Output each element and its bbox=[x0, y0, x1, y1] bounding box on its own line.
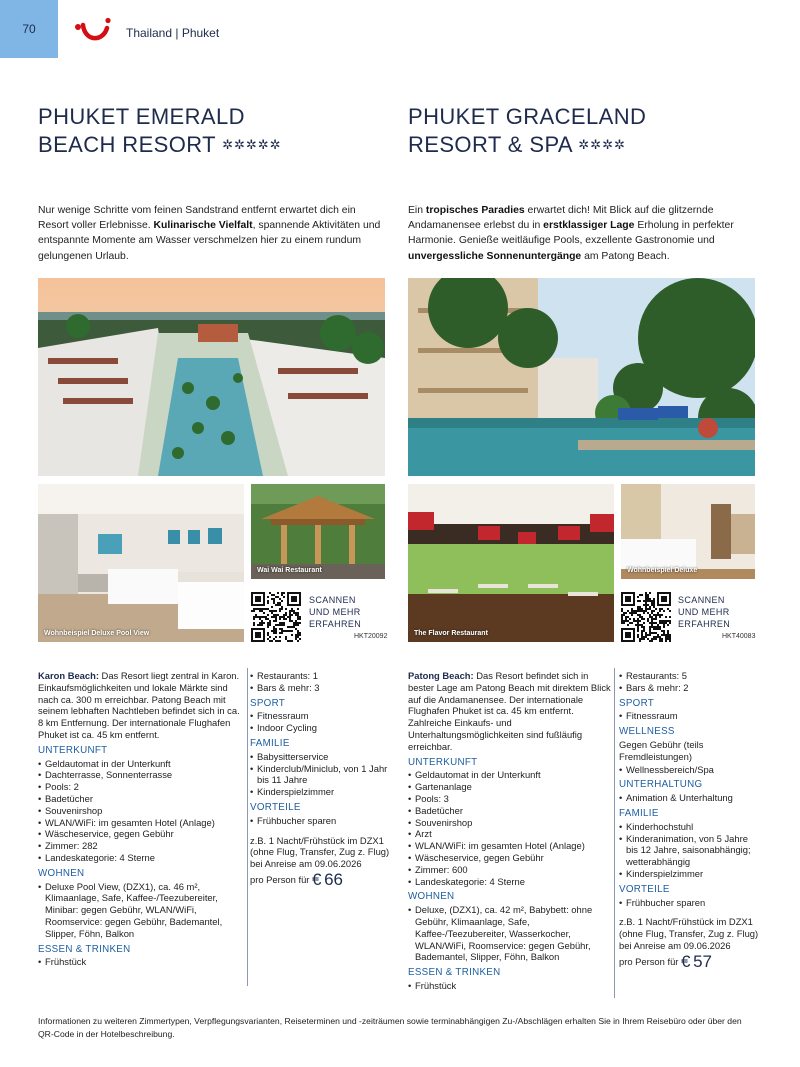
list-item: • Babysitterservice bbox=[250, 751, 390, 763]
hotel-title-line2: BEACH RESORT bbox=[38, 132, 216, 157]
price-prefix: pro Person für bbox=[619, 955, 679, 967]
list-item: • Deluxe Pool View, (DZX1), ca. 46 m², Klimaanlage, Safe, Kaffee-/Teezubereiter, Minibar: gegen Gebühr, WLAN/WiFi, Roomservice: gegen Gebühr, Bademantel, Slipper, Föhn, Balkon bbox=[38, 881, 243, 940]
list-item: • Souvenirshop bbox=[38, 805, 243, 817]
column-divider bbox=[247, 668, 248, 986]
list-item: • Kinderanimation, von 5 Jahre bis 12 Jahre, saisonabhängig; wetterabhängig bbox=[619, 833, 759, 868]
photo-caption: The Flavor Restaurant bbox=[414, 630, 488, 637]
family-list bbox=[250, 751, 390, 798]
list-item: • Fitnessraum bbox=[250, 710, 390, 722]
dining-list bbox=[38, 956, 243, 968]
section-heading: WOHNEN bbox=[38, 867, 85, 879]
restaurants-list bbox=[619, 670, 759, 694]
list-item: • Badetücher bbox=[408, 805, 611, 817]
restaurant-interior-photo bbox=[408, 484, 614, 642]
restaurant-photo bbox=[251, 484, 385, 579]
wellness-list bbox=[619, 764, 759, 776]
benefits-list bbox=[619, 897, 759, 909]
rooms-list bbox=[38, 881, 243, 940]
price-note: z.B. 1 Nacht/Frühstück im DZX1 (ohne Flug, Transfer, Zug z. Flug) bei Anreise am 09.06.2026 bbox=[250, 834, 390, 870]
list-item: • Geldautomat in der Unterkunft bbox=[38, 758, 243, 770]
section-heading: FAMILIE bbox=[250, 737, 290, 749]
list-item: • Indoor Cycling bbox=[250, 722, 390, 734]
wellness-note: Gegen Gebühr (teils Fremdleistungen) bbox=[619, 738, 704, 762]
price bbox=[619, 951, 759, 971]
hotel-code: HKT40083 bbox=[722, 633, 756, 640]
family-list bbox=[619, 821, 759, 880]
hotel-title bbox=[38, 103, 282, 159]
amenities-list bbox=[408, 769, 611, 887]
list-item: • Badetücher bbox=[38, 793, 243, 805]
list-item: • Kinderhochstuhl bbox=[619, 821, 759, 833]
page-number: 70 bbox=[0, 0, 58, 58]
resort-aerial-photo bbox=[38, 278, 385, 476]
section-heading: VORTEILE bbox=[619, 883, 670, 895]
scan-label-line: SCANNEN bbox=[678, 595, 725, 605]
restaurant-image bbox=[251, 484, 385, 579]
hotel-details-left bbox=[408, 670, 611, 992]
price-currency: € bbox=[681, 951, 691, 971]
intro-text: Erholung in perfekter Harmonie. Genieße weitläufige Pools, exzellente Gastronomie und bbox=[408, 220, 734, 247]
list-item: • Frühbucher sparen bbox=[250, 815, 390, 827]
list-item: • Pools: 2 bbox=[38, 781, 243, 793]
hotel-title-line1: PHUKET GRACELAND bbox=[408, 104, 647, 129]
star-rating: ✲✲✲✲ bbox=[578, 137, 626, 152]
section-heading: FAMILIE bbox=[619, 807, 659, 819]
list-item: • Dachterrasse, Sonnenterrasse bbox=[38, 769, 243, 781]
intro-text: erwartet dich! Mit Blick auf die glitzernde Andamanensee erlebst du in bbox=[408, 205, 714, 232]
scan-label-line: UND MEHR bbox=[678, 607, 730, 617]
list-item: • Fitnessraum bbox=[619, 710, 759, 722]
footer-note: Informationen zu weiteren Zimmertypen, Verpflegungsvarianten, Reiseterminen und -zeiträumen sowie terminabhängigen Zu-/Abschlägen erhalten Sie in Ihrem Reisebüro oder über den QR-Code in der Hotelbeschreibung. bbox=[38, 1016, 742, 1040]
list-item: • Restaurants: 5 bbox=[619, 670, 759, 682]
intro-text: Ein bbox=[408, 205, 426, 216]
section-heading: SPORT bbox=[619, 697, 655, 709]
list-item: • Souvenirshop bbox=[408, 817, 611, 829]
price-prefix: pro Person für bbox=[250, 873, 310, 885]
scan-label-line: ERFAHREN bbox=[309, 619, 362, 629]
list-item: • Deluxe, (DZX1), ca. 42 m², Babybett: ohne Gebühr, Klimaanlage, Safe, Kaffee-/Teezubereiter, Wasserkocher, WLAN/WiFi, Roomservice: gegen Gebühr, Bademantel, Slipper, Föhn, Balkon bbox=[408, 904, 611, 963]
room-photo bbox=[38, 484, 244, 642]
list-item: • WLAN/WiFi: im gesamten Hotel (Anlage) bbox=[38, 817, 243, 829]
resort-pool-photo bbox=[408, 278, 755, 476]
list-item: • Landeskategorie: 4 Sterne bbox=[408, 876, 611, 888]
breadcrumb: Thailand | Phuket bbox=[126, 26, 220, 40]
intro-text: Nur wenige Schritte vom feinen Sandstrand entfernt erwartet dich ein Resort voller Erlebnisse. bbox=[38, 205, 356, 232]
list-item: • WLAN/WiFi: im gesamten Hotel (Anlage) bbox=[408, 840, 611, 852]
scan-label-line: UND MEHR bbox=[309, 607, 361, 617]
section-heading: WELLNESS bbox=[619, 726, 675, 738]
list-item: • Bars & mehr: 3 bbox=[250, 682, 390, 694]
section-heading: UNTERKUNFT bbox=[408, 756, 478, 768]
list-item: • Animation & Unterhaltung bbox=[619, 792, 759, 804]
hotel-details-right bbox=[619, 670, 759, 969]
list-item: • Landeskategorie: 4 Sterne bbox=[38, 852, 243, 864]
entertainment-list bbox=[619, 792, 759, 804]
list-item: • Wellnessbereich/Spa bbox=[619, 764, 759, 776]
hotel-details-right bbox=[250, 670, 390, 887]
scan-label-line: ERFAHREN bbox=[678, 619, 731, 629]
intro-text: am Patong Beach. bbox=[581, 250, 670, 262]
list-item: • Frühstück bbox=[38, 956, 243, 968]
section-heading: SPORT bbox=[250, 697, 286, 709]
list-item: • Bars & mehr: 2 bbox=[619, 682, 759, 694]
benefits-list bbox=[250, 815, 390, 827]
hotel-intro bbox=[38, 203, 386, 264]
resort-aerial-image bbox=[38, 278, 385, 476]
section-heading: UNTERHALTUNG bbox=[619, 779, 703, 791]
sport-list bbox=[619, 710, 759, 722]
hotel-intro bbox=[408, 203, 756, 264]
section-heading: VORTEILE bbox=[250, 801, 301, 813]
restaurants-list bbox=[250, 670, 390, 694]
intro-text: erstklassiger Lage bbox=[543, 220, 635, 232]
room-deluxe-photo bbox=[621, 484, 755, 579]
list-item: • Kinderclub/Miniclub, von 1 Jahr bis 11 Jahre bbox=[250, 763, 390, 787]
intro-text: , spannende Aktivitäten und entspannte Momente am Wasser verschmelzen hier zu einem rundum gelungenen Urlaub. bbox=[38, 220, 381, 262]
intro-text: Kulinarische Vielfalt bbox=[153, 220, 253, 232]
hotel-details-left bbox=[38, 670, 243, 968]
price bbox=[250, 869, 390, 889]
list-item: • Wäscheservice, gegen Gebühr bbox=[38, 828, 243, 840]
photo-caption: Wohnbeispiel Deluxe Pool View bbox=[44, 630, 150, 637]
qr-code[interactable] bbox=[621, 592, 671, 642]
star-rating: ✲✲✲✲✲ bbox=[222, 137, 282, 152]
section-heading: ESSEN & TRINKEN bbox=[408, 967, 501, 979]
hotel-title-line2: RESORT & SPA bbox=[408, 132, 572, 157]
location-description bbox=[38, 670, 243, 741]
list-item: • Geldautomat in der Unterkunft bbox=[408, 769, 611, 781]
dining-list bbox=[408, 980, 611, 992]
list-item: • Frühbucher sparen bbox=[619, 897, 759, 909]
tui-logo bbox=[74, 16, 114, 46]
column-divider bbox=[614, 668, 615, 998]
price-currency: € bbox=[312, 869, 322, 889]
resort-pool-image bbox=[408, 278, 755, 476]
price-note: z.B. 1 Nacht/Frühstück im DZX1 (ohne Flug, Transfer, Zug z. Flug) bei Anreise am 09.06.2026 bbox=[619, 916, 759, 951]
intro-text: unvergessliche Sonnenuntergänge bbox=[408, 250, 582, 262]
list-item: • Arzt bbox=[408, 828, 611, 840]
location-text: Das Resort liegt zentral in Karon. Einkaufsmöglichkeiten und lokale Märkte sind nach ca. 300 m erreichbar. Patong Beach mit seinem lebhaften Nachtleben befindet sich in ca. 8 km Entfernung. Der internationale Flughafen Phuket ist ca. 45 km entfernt. bbox=[38, 670, 240, 740]
location-description bbox=[408, 670, 611, 753]
price-value: 57 bbox=[693, 951, 713, 971]
location-label: Karon Beach: bbox=[38, 670, 99, 681]
restaurant-interior-image bbox=[408, 484, 614, 642]
section-heading: UNTERKUNFT bbox=[38, 744, 108, 756]
rooms-list bbox=[408, 904, 611, 963]
location-label: Patong Beach: bbox=[408, 670, 474, 681]
hotel-code: HKT20092 bbox=[354, 633, 388, 640]
room-image bbox=[38, 484, 244, 642]
list-item: • Kinderspielzimmer bbox=[250, 786, 390, 798]
list-item: • Zimmer: 282 bbox=[38, 840, 243, 852]
section-heading: ESSEN & TRINKEN bbox=[38, 943, 131, 955]
photo-caption: Wai Wai Restaurant bbox=[257, 567, 322, 574]
list-item: • Zimmer: 600 bbox=[408, 864, 611, 876]
sport-list bbox=[250, 710, 390, 734]
list-item: • Kinderspielzimmer bbox=[619, 868, 759, 880]
intro-text: tropisches Paradies bbox=[425, 205, 525, 216]
list-item: • Pools: 3 bbox=[408, 793, 611, 805]
list-item: • Gartenanlage bbox=[408, 781, 611, 793]
list-item: • Wäscheservice, gegen Gebühr bbox=[408, 852, 611, 864]
section-heading: WOHNEN bbox=[408, 891, 455, 903]
photo-caption: Wohnbeispiel Deluxe bbox=[627, 567, 698, 574]
location-text: Das Resort befindet sich in bester Lage am Patong Beach mit direktem Blick auf die Andamanensee. Der internationale Flughafen Phuket ist ca. 45 km entfernt. Zahlreiche Einkaufs- und Unterhaltungsmöglichkeiten sind fußläufig erreichbar. bbox=[408, 670, 611, 752]
amenities-list bbox=[38, 758, 243, 864]
list-item: • Restaurants: 1 bbox=[250, 670, 390, 682]
hotel-title bbox=[408, 103, 646, 159]
qr-code[interactable] bbox=[251, 592, 301, 642]
hotel-title-line1: PHUKET EMERALD bbox=[38, 104, 245, 129]
scan-label bbox=[678, 594, 730, 630]
list-item: • Frühstück bbox=[408, 980, 611, 992]
price-value: 66 bbox=[324, 869, 344, 889]
scan-label-line: SCANNEN bbox=[309, 595, 356, 605]
room-deluxe-image bbox=[621, 484, 755, 579]
scan-label bbox=[309, 594, 361, 630]
